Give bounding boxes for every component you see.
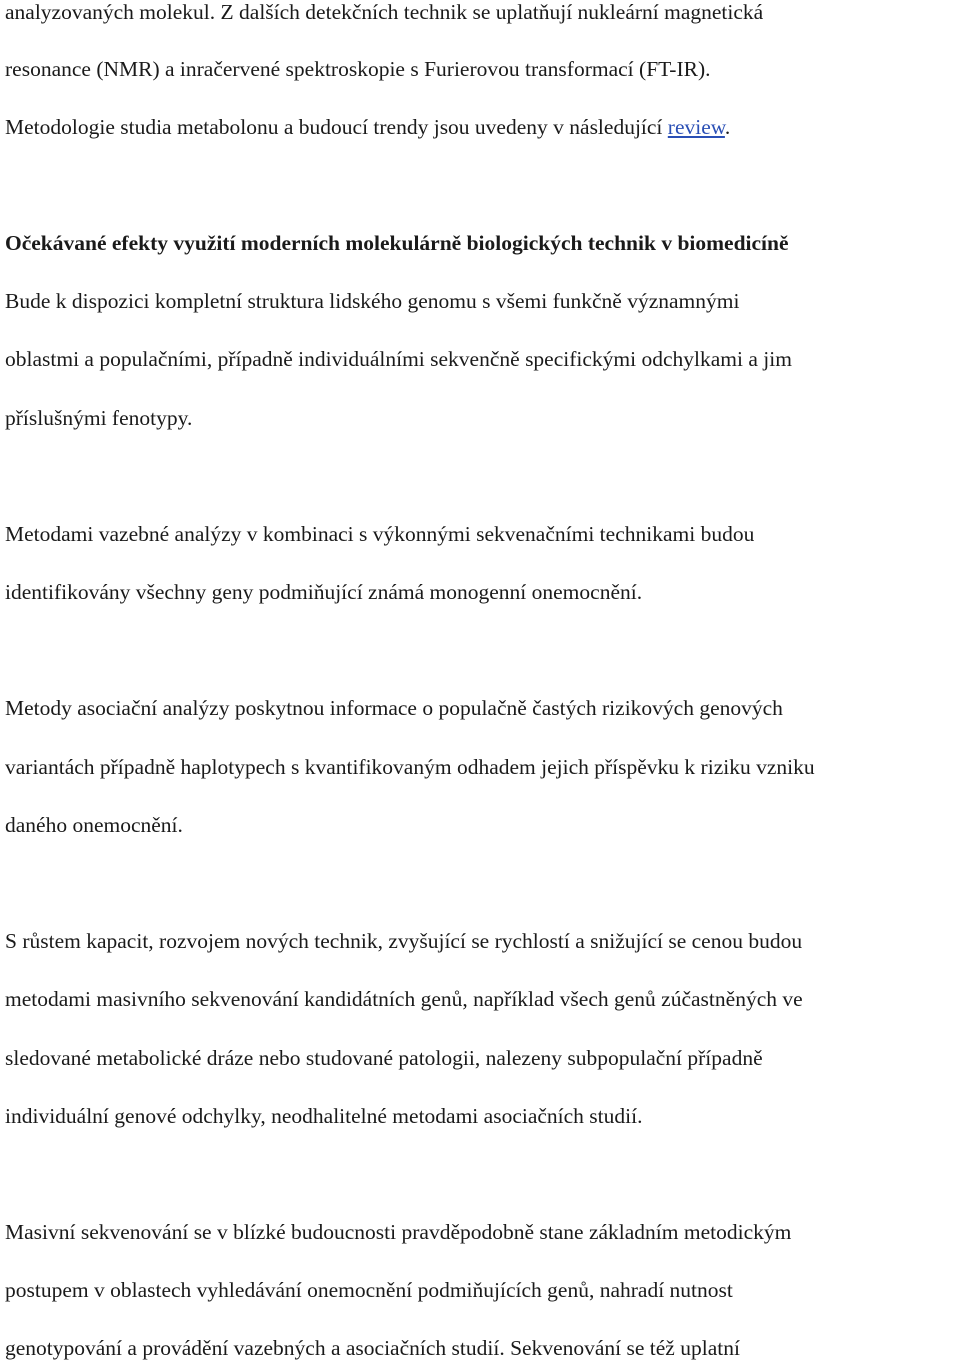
paragraph-1-line-1: Bude k dispozici kompletní struktura lidského genomu s všemi funkčně významnými xyxy=(5,289,740,313)
section-heading: Očekávané efekty využití moderních molekulárně biologických technik v biomedicíně xyxy=(5,231,789,255)
paragraph-3-line-1: Metody asociační analýzy poskytnou informace o populačně častých rizikových genových xyxy=(5,696,783,720)
paragraph-5-line-2: postupem v oblastech vyhledávání onemocnění podmiňujících genů, nahradí nutnost xyxy=(5,1278,733,1302)
paragraph-2-line-1: Metodami vazebné analýzy v kombinaci s výkonnými sekvenačními technikami budou xyxy=(5,522,755,546)
paragraph-1-line-2: oblastmi a populačními, případně individuálními sekvenčně specifickými odchylkami a jim xyxy=(5,347,792,371)
intro-line-3-text: Metodologie studia metabolonu a budoucí trendy jsou uvedeny v následující xyxy=(5,115,668,139)
review-link[interactable]: review xyxy=(667,115,725,139)
paragraph-1-line-3: příslušnými fenotypy. xyxy=(5,406,193,430)
paragraph-4-line-3: sledované metabolické dráze nebo studované patologii, nalezeny subpopulační případně xyxy=(5,1046,763,1070)
paragraph-5-line-3: genotypování a provádění vazebných a asociačních studií. Sekvenování se též uplatní xyxy=(5,1336,740,1360)
paragraph-5-line-1: Masivní sekvenování se v blízké budoucnosti pravděpodobně stane základním metodickým xyxy=(5,1220,792,1244)
intro-line-2: resonance (NMR) a inračervené spektroskopie s Furierovou transformací (FT-IR). xyxy=(5,57,711,81)
paragraph-4-line-4: individuální genové odchylky, neodhalitelné metodami asociačních studií. xyxy=(5,1104,643,1128)
paragraph-4-line-1: S růstem kapacit, rozvojem nových technik, zvyšující se rychlostí a snižující se cenou budou xyxy=(5,929,803,953)
intro-line-3-end: . xyxy=(724,115,731,139)
paragraph-3-line-2: variantách případně haplotypech s kvantifikovaným odhadem jejich příspěvku k riziku vzniku xyxy=(5,755,815,779)
paragraph-2-line-2: identifikovány všechny geny podmiňující známá monogenní onemocnění. xyxy=(5,580,643,604)
paragraph-4-line-2: metodami masivního sekvenování kandidátních genů, například všech genů zúčastněných ve xyxy=(5,987,803,1011)
intro-line-3 xyxy=(5,113,730,141)
paragraph-3-line-3: daného onemocnění. xyxy=(5,813,183,837)
intro-line-1: analyzovaných molekul. Z dalších detekčních technik se uplatňují nukleární magnetická xyxy=(5,0,764,24)
